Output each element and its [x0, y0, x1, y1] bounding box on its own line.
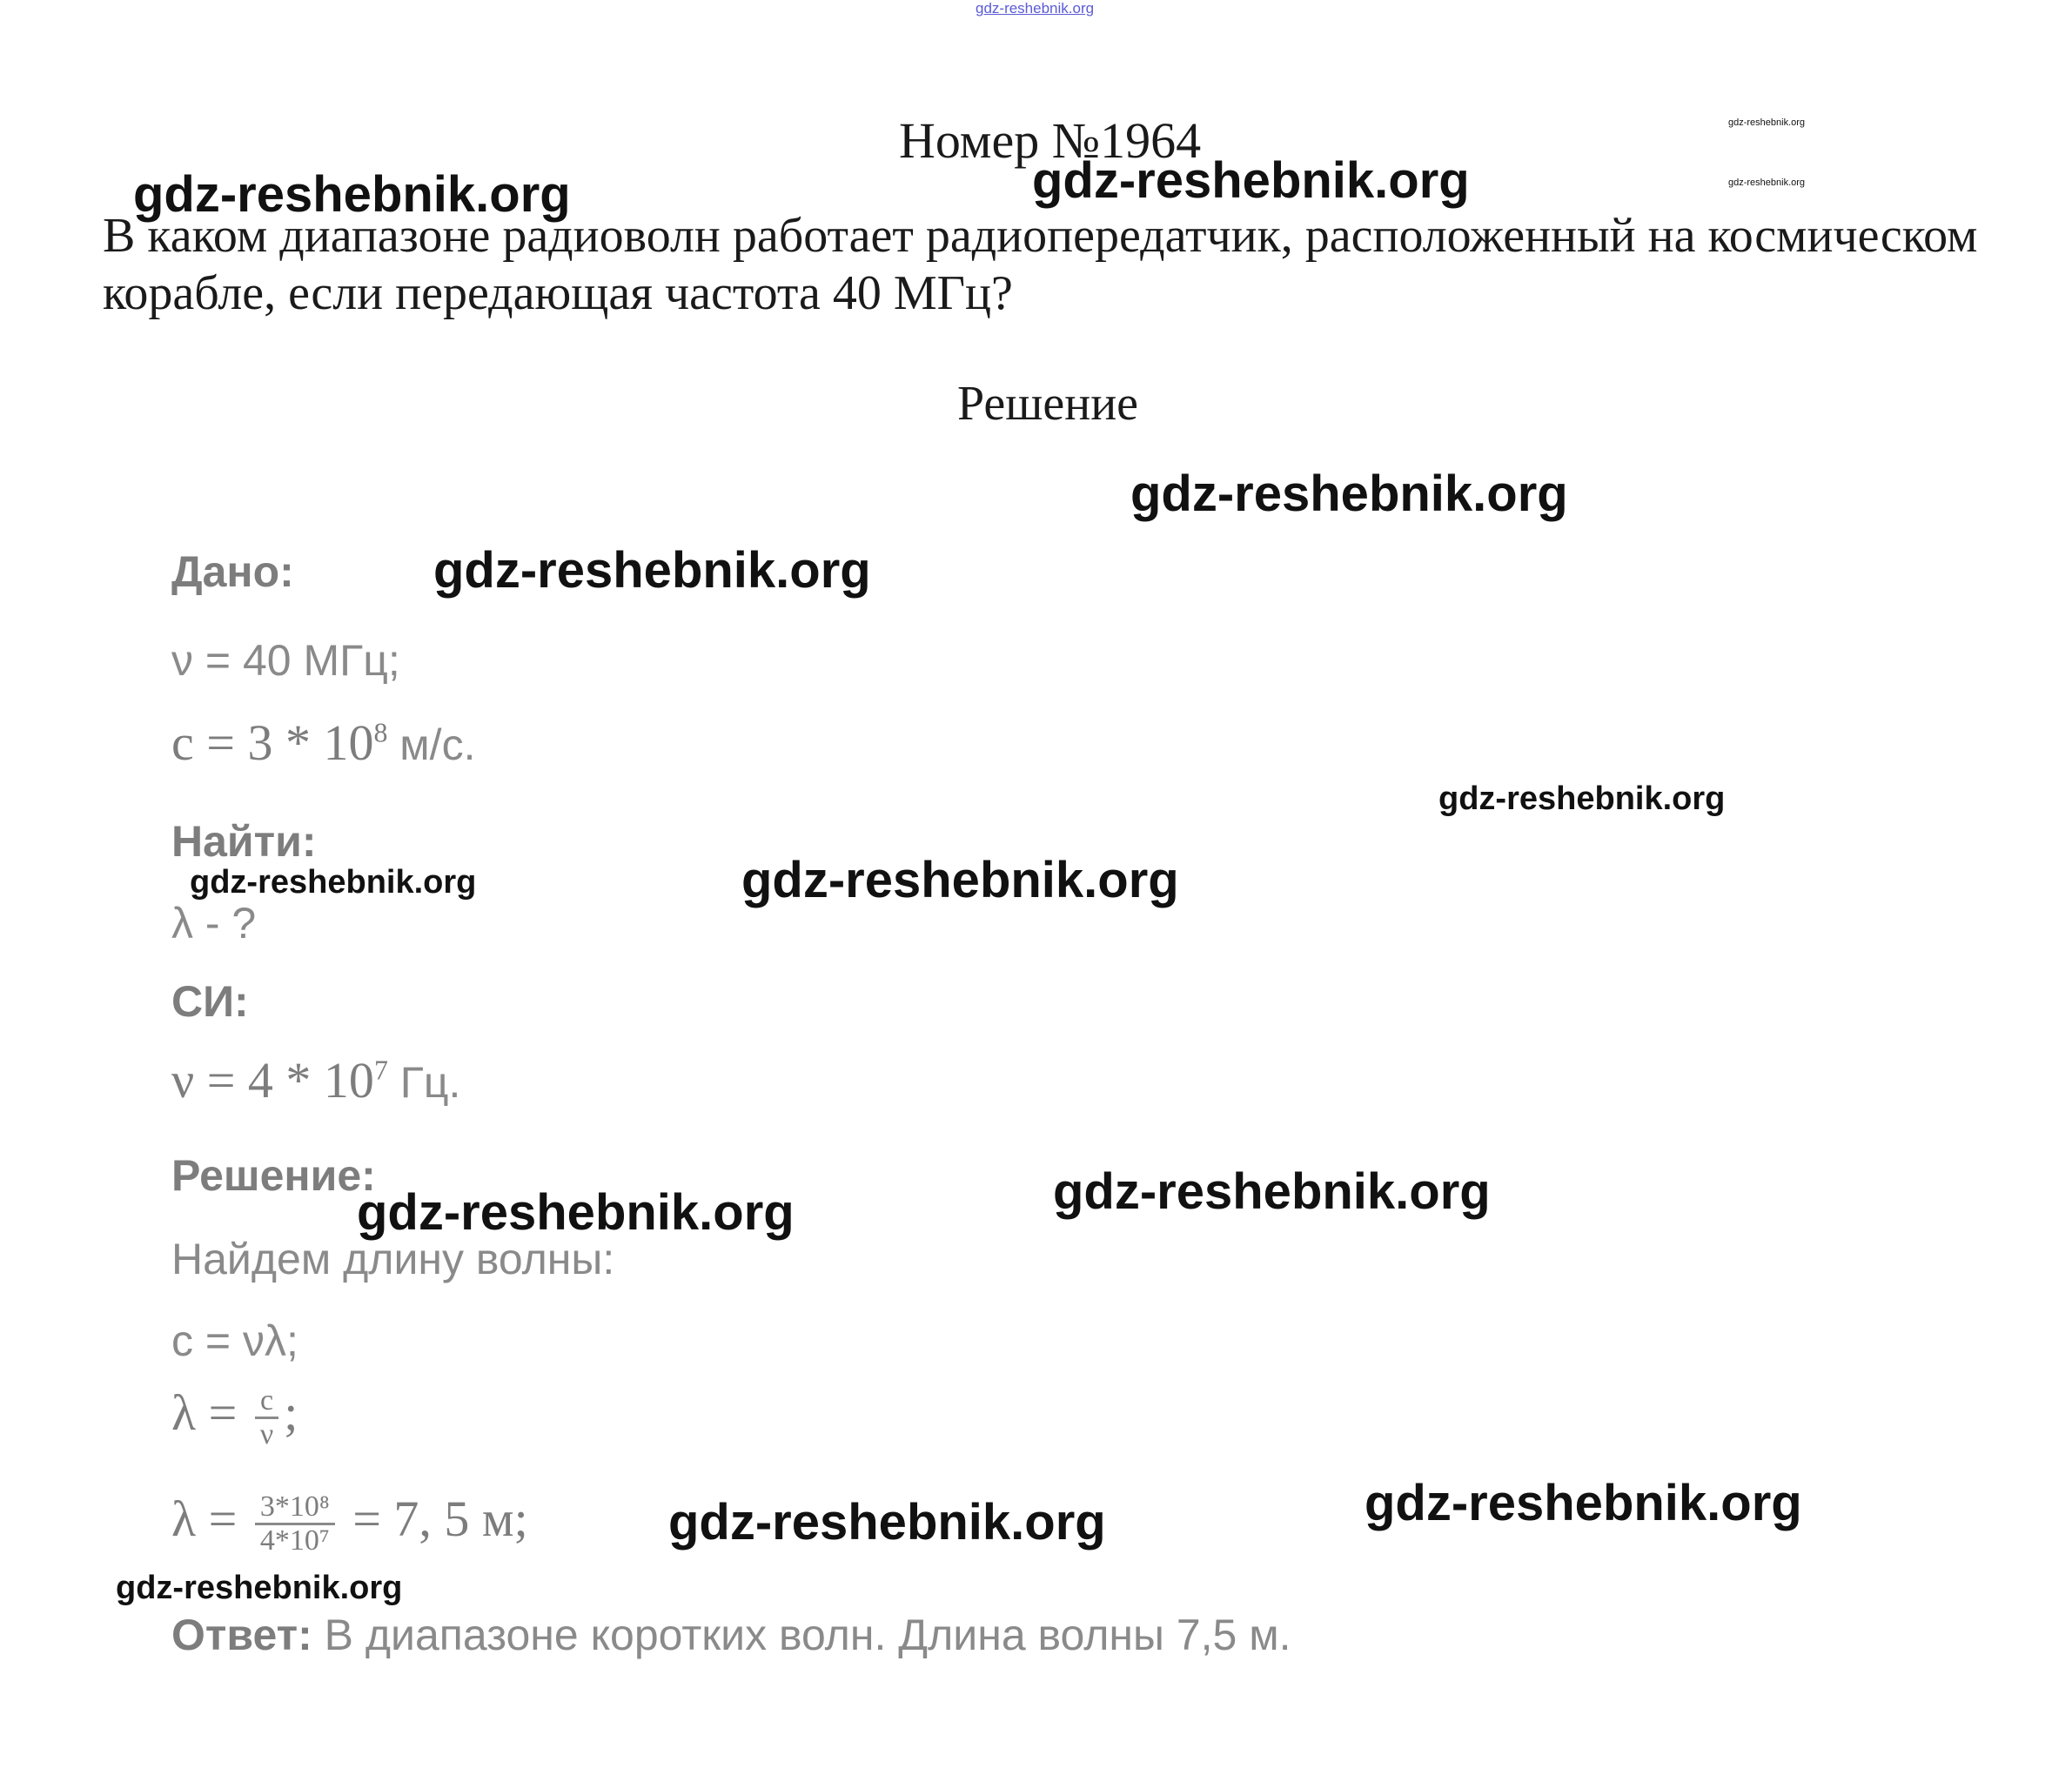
find-label: Найти:: [171, 817, 317, 866]
given-label: Дано:: [171, 547, 294, 596]
watermark: gdz-reshebnik.org: [1130, 466, 1568, 522]
answer: Ответ: В диапазоне коротких волн. Длина волны 7,5 м.: [171, 1611, 1291, 1659]
watermark: gdz-reshebnik.org: [133, 166, 571, 223]
find-value: λ - ?: [171, 899, 257, 948]
watermark: gdz-reshebnik.org: [116, 1570, 403, 1606]
si-label: СИ:: [171, 977, 249, 1026]
formula-wavelength-result: λ = $\frac{\text{3*10⁸}}{\text{4*10⁷}}$ = 7, 5 м;: [171, 1490, 528, 1557]
formula-wavelength: λ = $\frac{c}{\nu}$ ;: [171, 1384, 298, 1451]
si-frequency: $\nu = 4 * 10^7$ Гц.: [171, 1052, 461, 1109]
watermark: gdz-reshebnik.org: [190, 864, 477, 901]
page-title: Номер №1964: [899, 112, 1202, 169]
watermark: gdz-reshebnik.org: [1032, 152, 1470, 209]
watermark: gdz-reshebnik.org: [741, 852, 1179, 908]
watermark: gdz-reshebnik.org: [433, 542, 871, 599]
given-speed-of-light: $c = 3 * 10^8$ м/с.: [171, 714, 476, 771]
watermark-tiny: gdz-reshebnik.org: [1728, 117, 1806, 128]
watermark: gdz-reshebnik.org: [1365, 1475, 1802, 1531]
watermark-tiny: gdz-reshebnik.org: [1728, 178, 1806, 188]
top-site-link[interactable]: gdz-reshebnik.org: [976, 0, 1095, 17]
watermark: gdz-reshebnik.org: [668, 1494, 1106, 1551]
given-frequency: ν = 40 МГц;: [171, 636, 400, 685]
watermark: gdz-reshebnik.org: [1438, 780, 1726, 817]
solution-heading: Решение: [957, 377, 1139, 431]
problem-statement: В каком диапазоне радиоволн работает радиопередатчик, расположенный на космическом корабле, если передающая частота 40 МГц?: [103, 209, 1978, 320]
watermark: gdz-reshebnik.org: [1053, 1163, 1491, 1220]
formula-wave-speed: c = νλ;: [171, 1316, 298, 1365]
step-intro: Найдем длину волны:: [171, 1235, 615, 1283]
watermark: gdz-reshebnik.org: [357, 1184, 795, 1241]
solution-label: Решение:: [171, 1151, 376, 1200]
